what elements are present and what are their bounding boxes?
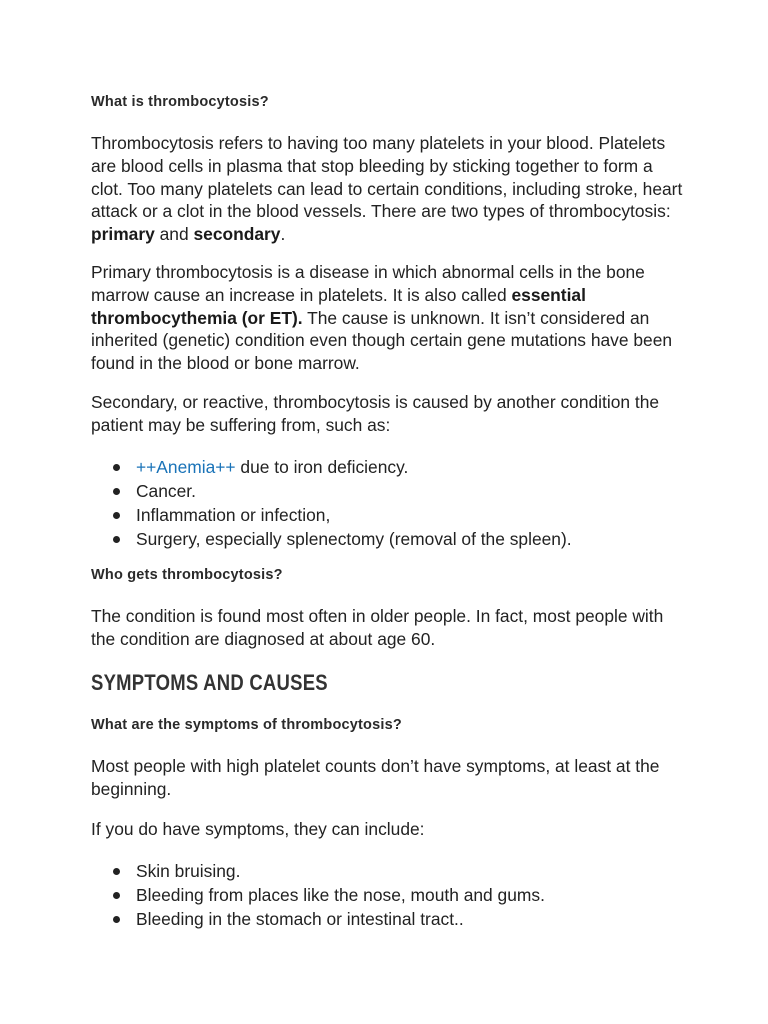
paragraph-definition-and: and (154, 224, 194, 245)
paragraph-primary-text: Primary thrombocytosis is a disease in which abnormal cells in the bone marrow cause an increase in platelets. It is also called (91, 262, 645, 305)
bullet-icon (113, 512, 120, 519)
list-item (91, 883, 686, 907)
list-item (91, 455, 686, 479)
term-essential-thrombocythemia: essential thrombocythemia (or ET). (91, 284, 586, 328)
list-item (91, 527, 686, 551)
list-item-text: Inflammation or infection, (136, 505, 331, 525)
list-item-text: due to iron deficiency. (235, 457, 409, 477)
list-item (91, 907, 686, 931)
paragraph-primary-text-rest: The cause is unknown. It isn’t considered an inherited (genetic) condition even though certain gene mutations have been found in the blood or bone marrow. (91, 307, 673, 374)
bullet-icon (113, 464, 120, 471)
paragraph-if-symptoms: If you do have symptoms, they can include: (91, 819, 425, 839)
list-item-text: Bleeding in the stomach or intestinal tract.. (136, 909, 464, 929)
paragraph-definition-text: Thrombocytosis refers to having too many platelets in your blood. Platelets are blood cells in plasma that stop bleeding by sticking together to form a clot. Too many platelets can lead to certain conditions, including stroke, heart attack or a clot in the blood vessels. There are two types of thrombocytosis: (91, 133, 683, 222)
list-item-text: Bleeding from places like the nose, mouth and gums. (136, 885, 545, 905)
term-secondary: secondary (193, 224, 281, 245)
paragraph-most-people: Most people with high platelet counts don’t have symptoms, at least at the beginning. (91, 756, 660, 799)
list-item-text: Cancer. (136, 481, 196, 501)
bullet-icon (113, 536, 120, 543)
anemia-link[interactable]: ++Anemia++ (136, 457, 236, 477)
term-primary: primary (91, 224, 155, 245)
paragraph-who-gets: The condition is found most often in older people. In fact, most people with the condition are diagnosed at about age 60. (91, 606, 664, 649)
list-item (91, 479, 686, 503)
section-title-symptoms-causes: SYMPTOMS AND CAUSES (91, 670, 328, 695)
bullet-icon (113, 916, 120, 923)
causes-list (91, 455, 686, 551)
symptoms-list (91, 859, 686, 931)
paragraph-primary-thrombocytosis (91, 261, 686, 375)
list-item-text: Skin bruising. (136, 861, 241, 881)
paragraph-secondary-thrombocytosis: Secondary, or reactive, thrombocytosis is caused by another condition the patient may be suffering from, such as: (91, 392, 660, 435)
question-heading-who-gets: Who gets thrombocytosis? (91, 567, 283, 583)
list-item-text: Surgery, especially splenectomy (removal of the spleen). (136, 529, 572, 549)
list-item (91, 503, 686, 527)
paragraph-definition-end: . (280, 224, 286, 245)
paragraph-definition (91, 132, 686, 246)
list-item (91, 859, 686, 883)
bullet-icon (113, 892, 120, 899)
bullet-icon (113, 868, 120, 875)
question-heading-symptoms: What are the symptoms of thrombocytosis? (91, 717, 402, 733)
question-heading-what-is: What is thrombocytosis? (91, 94, 269, 110)
bullet-icon (113, 488, 120, 495)
